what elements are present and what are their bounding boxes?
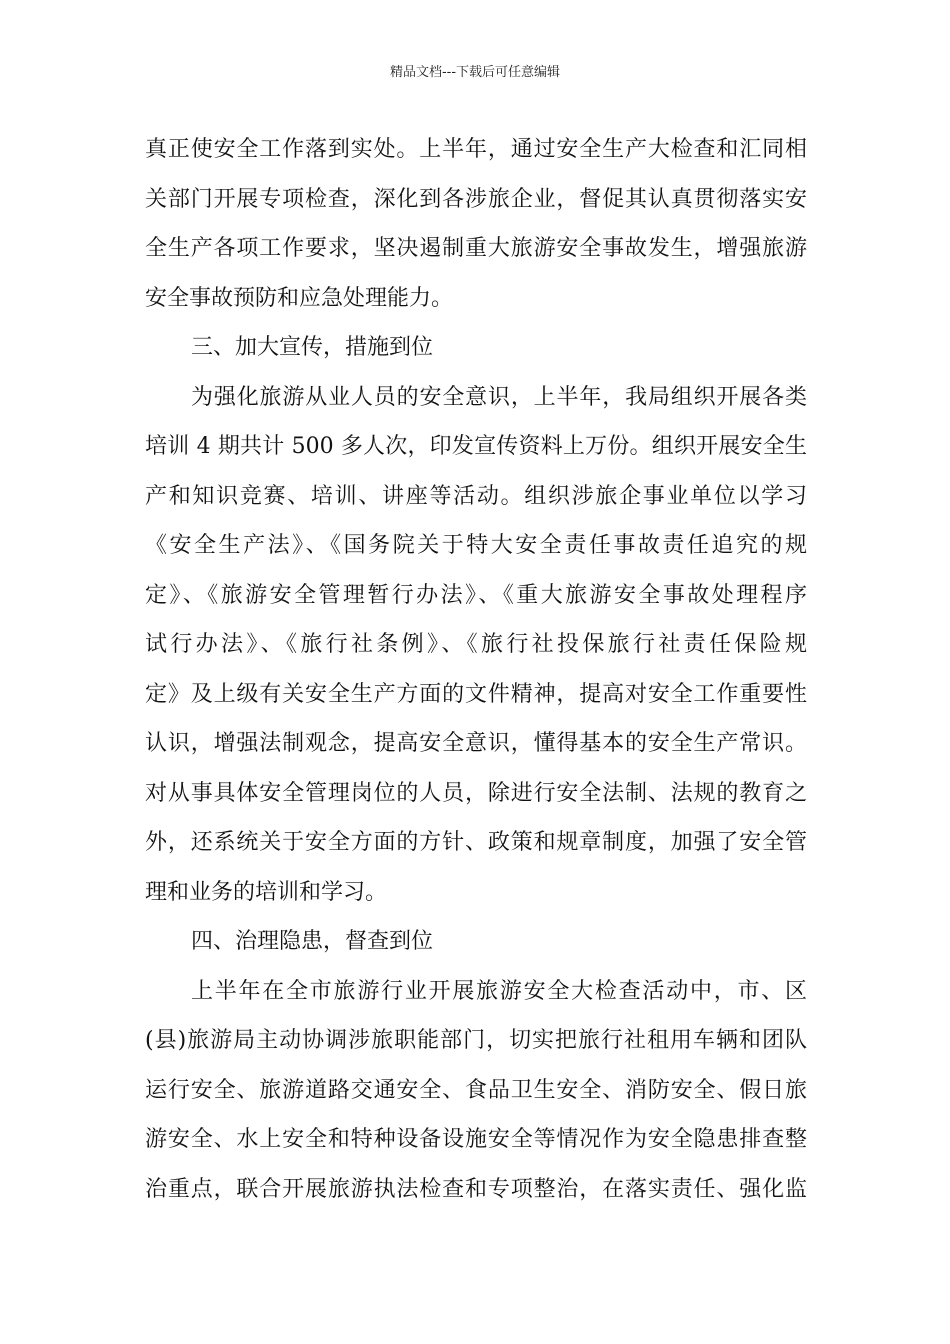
text-line: 关部门开展专项检查，深化到各涉旅企业，督促其认真贯彻落实安 bbox=[145, 186, 807, 212]
text-line: 游安全、水上安全和特种设备设施安全等情况作为安全隐患排查整 bbox=[145, 1127, 807, 1152]
text-line: 为强化旅游从业人员的安全意识，上半年，我局组织开展各类 bbox=[191, 384, 807, 410]
text-line: 运行安全、旅游道路交通安全、食品卫生安全、消防安全、假日旅 bbox=[145, 1077, 807, 1103]
text-line: 上半年在全市旅游行业开展旅游安全大检查活动中，市、区 bbox=[191, 978, 807, 1004]
text-line: 培训 4 期共计 500 多人次，印发宣传资料上万份。组织开展安全生 bbox=[145, 434, 807, 459]
text-line: 三、加大宣传，措施到位 bbox=[191, 335, 434, 360]
text-line: 产和知识竞赛、培训、讲座等活动。组织涉旅企事业单位以学习 bbox=[145, 483, 807, 509]
text-line: 治重点，联合开展旅游执法检查和专项整治，在落实责任、强化监 bbox=[145, 1176, 807, 1202]
text-line: 认识，增强法制观念，提高安全意识，懂得基本的安全生产常识。 bbox=[145, 731, 807, 756]
page-header: 精品文档---下载后可任意编辑 bbox=[389, 65, 561, 80]
text-line: 定》及上级有关安全生产方面的文件精神，提高对安全工作重要性 bbox=[145, 681, 807, 707]
text-line: (县)旅游局主动协调涉旅职能部门，切实把旅行社租用车辆和团队 bbox=[145, 1028, 807, 1053]
text-line: 外，还系统关于安全方面的方针、政策和规章制度，加强了安全管 bbox=[145, 830, 807, 855]
text-line: 对从事具体安全管理岗位的人员，除进行安全法制、法规的教育之 bbox=[145, 780, 807, 806]
text-line: 全生产各项工作要求，坚决遏制重大旅游安全事故发生，增强旅游 bbox=[145, 236, 807, 261]
text-line: 理和业务的培训和学习。 bbox=[145, 879, 388, 905]
text-line: 真正使安全工作落到实处。上半年，通过安全生产大检查和汇同相 bbox=[145, 137, 807, 162]
text-line: 定》、《旅游安全管理暂行办法》、《重大旅游安全事故处理程序 bbox=[145, 582, 807, 608]
text-line: 四、治理隐患，督查到位 bbox=[191, 929, 434, 954]
text-line: 《安全生产法》、《国务院关于特大安全责任事故责任追究的规 bbox=[145, 533, 807, 558]
text-line: 安全事故预防和应急处理能力。 bbox=[145, 285, 454, 311]
text-line: 试行办法》、《旅行社条例》、《旅行社投保旅行社责任保险规 bbox=[145, 632, 807, 657]
document-body bbox=[145, 130, 807, 1219]
